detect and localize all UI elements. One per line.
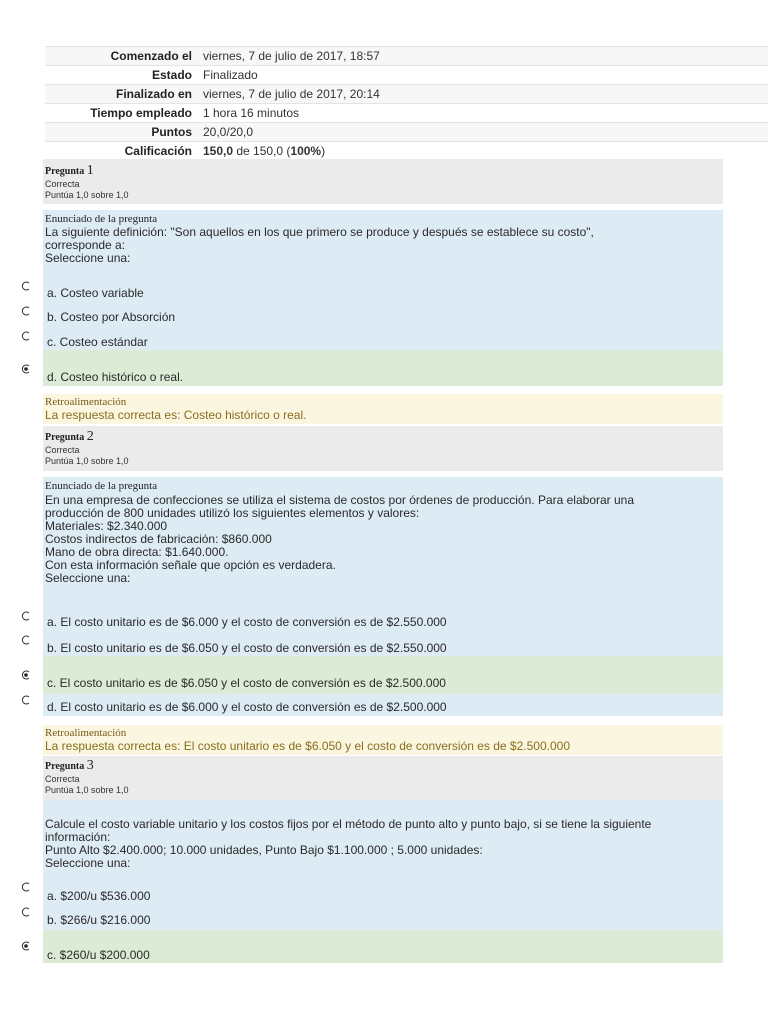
q1-option-d-label[interactable]: d. Costeo histórico o real. [47,370,184,384]
question-3-text: información: [45,830,111,844]
radio-unchecked-icon [21,281,31,291]
grade-value: 150,0 [203,144,234,158]
summary-row-points [45,123,768,142]
question-1-feedback-heading: Retroalimentación [45,396,127,408]
question-1-score: Puntúa 1,0 sobre 1,0 [45,190,129,200]
question-1-heading: Enunciado de la pregunta [45,213,158,225]
summary-label: Tiempo empleado [45,104,199,123]
summary-value: 1 hora 16 minutos [199,104,768,123]
q3-option-b-radio[interactable] [21,907,31,917]
question-2-text: Costos indirectos de fabricación: $860.000 [45,532,272,546]
summary-row-state [45,66,768,85]
question-2-text: Con esta información señale que opción es verdadera. [45,558,336,572]
radio-unchecked-icon [21,306,31,316]
grade-of: de 150,0 ( [233,144,291,158]
question-1-feedback [43,394,723,424]
question-2-score: Puntúa 1,0 sobre 1,0 [45,456,129,466]
question-number: 3 [86,758,94,773]
q2-option-d-radio[interactable] [21,695,31,705]
question-2-text: producción de 800 unidades utilizó los siguientes elementos y valores: [45,506,420,520]
radio-checked-icon [21,941,31,951]
question-3-prompt: Seleccione una: [45,856,131,870]
attempt-summary-table [45,46,768,160]
summary-value: viernes, 7 de julio de 2017, 18:57 [199,47,768,66]
question-label: Pregunta [45,166,85,177]
q2-option-b-radio[interactable] [21,635,31,645]
question-1-info [43,159,723,204]
radio-unchecked-icon [21,882,31,892]
q3-option-a-label[interactable]: a. $200/u $536.000 [47,889,151,903]
summary-label: Comenzado el [45,47,199,66]
question-number: 2 [86,429,94,444]
summary-row-time [45,104,768,123]
question-1-status: Correcta [45,179,80,189]
summary-label: Estado [45,66,199,85]
summary-label: Puntos [45,123,199,142]
question-2-text: En una empresa de confecciones se utiliza el sistema de costos por órdenes de producción. Para elaborar una [45,493,635,507]
summary-row-started [45,47,768,66]
question-number: 1 [86,163,94,178]
q1-option-b-radio[interactable] [21,306,31,316]
question-2-content [43,477,723,656]
q1-option-d-radio[interactable] [21,364,31,374]
q1-option-c-label[interactable]: c. Costeo estándar [47,335,148,349]
question-2-info [43,426,723,471]
question-2-text: Mano de obra directa: $1.640.000. [45,545,229,559]
summary-label: Calificación [45,142,199,161]
q3-option-c-radio[interactable] [21,941,31,951]
question-2-prompt: Seleccione una: [45,571,131,585]
question-3-score: Puntúa 1,0 sobre 1,0 [45,785,129,795]
radio-checked-icon [21,364,31,374]
q1-option-c-radio[interactable] [21,331,31,341]
radio-unchecked-icon [21,695,31,705]
summary-value: 20,0/20,0 [199,123,768,142]
summary-value [199,142,768,161]
q2-option-d-label[interactable]: d. El costo unitario es de $6.000 y el costo de conversión es de $2.500.000 [47,700,447,714]
question-2-heading: Enunciado de la pregunta [45,480,158,492]
question-2-feedback-text: La respuesta correcta es: El costo unitario es de $6.050 y el costo de conversión es de $2.500.000 [45,739,570,753]
radio-unchecked-icon [21,611,31,621]
question-3-text: Punto Alto $2.400.000; 10.000 unidades, Punto Bajo $1.100.000 ; 5.000 unidades: [45,843,483,857]
summary-value: viernes, 7 de julio de 2017, 20:14 [199,85,768,104]
q1-option-a-label[interactable]: a. Costeo variable [47,286,144,300]
q1-option-a-radio[interactable] [21,281,31,291]
question-2-number [45,429,94,445]
summary-label: Finalizado en [45,85,199,104]
q3-option-a-radio[interactable] [21,882,31,892]
question-label: Pregunta [45,432,85,443]
question-label: Pregunta [45,761,85,772]
question-3-content [43,800,723,930]
summary-row-finished [45,85,768,104]
radio-unchecked-icon [21,907,31,917]
question-1-feedback-text: La respuesta correcta es: Costeo histórico o real. [45,408,307,422]
radio-checked-icon [21,670,31,680]
radio-unchecked-icon [21,635,31,645]
question-2-feedback [43,725,723,755]
grade-percent: 100% [290,144,322,158]
question-3-status: Correcta [45,774,80,784]
q2-option-b-label[interactable]: b. El costo unitario es de $6.050 y el costo de conversión es de $2.550.000 [47,641,447,655]
question-1-text: corresponde a: [45,238,126,252]
summary-value: Finalizado [199,66,768,85]
q2-option-a-label[interactable]: a. El costo unitario es de $6.000 y el costo de conversión es de $2.550.000 [47,615,447,629]
question-1-text: La siguiente definición: "Son aquellos en los que primero se produce y después se establece su costo", [45,225,594,239]
q2-option-c-radio[interactable] [21,670,31,680]
grade-close: ) [321,144,326,158]
question-2-feedback-heading: Retroalimentación [45,727,127,739]
question-2-text: Materiales: $2.340.000 [45,519,168,533]
summary-row-grade [45,142,768,161]
q1-option-b-label[interactable]: b. Costeo por Absorción [47,310,176,324]
q2-option-c-label[interactable]: c. El costo unitario es de $6.050 y el costo de conversión es de $2.500.000 [47,676,446,690]
question-3-text: Calcule el costo variable unitario y los costos fijos por el método de punto alto y punto bajo, si se tiene la siguiente [45,817,652,831]
question-3-info [43,756,723,801]
radio-unchecked-icon [21,331,31,341]
q3-option-c-label[interactable]: c. $260/u $200.000 [47,948,150,962]
question-1-prompt: Seleccione una: [45,251,131,265]
question-1-number [45,163,94,179]
q3-option-b-label[interactable]: b. $266/u $216.000 [47,913,151,927]
q2-option-a-radio[interactable] [21,611,31,621]
question-3-number [45,758,94,774]
question-1-content [43,210,723,350]
question-2-status: Correcta [45,445,80,455]
